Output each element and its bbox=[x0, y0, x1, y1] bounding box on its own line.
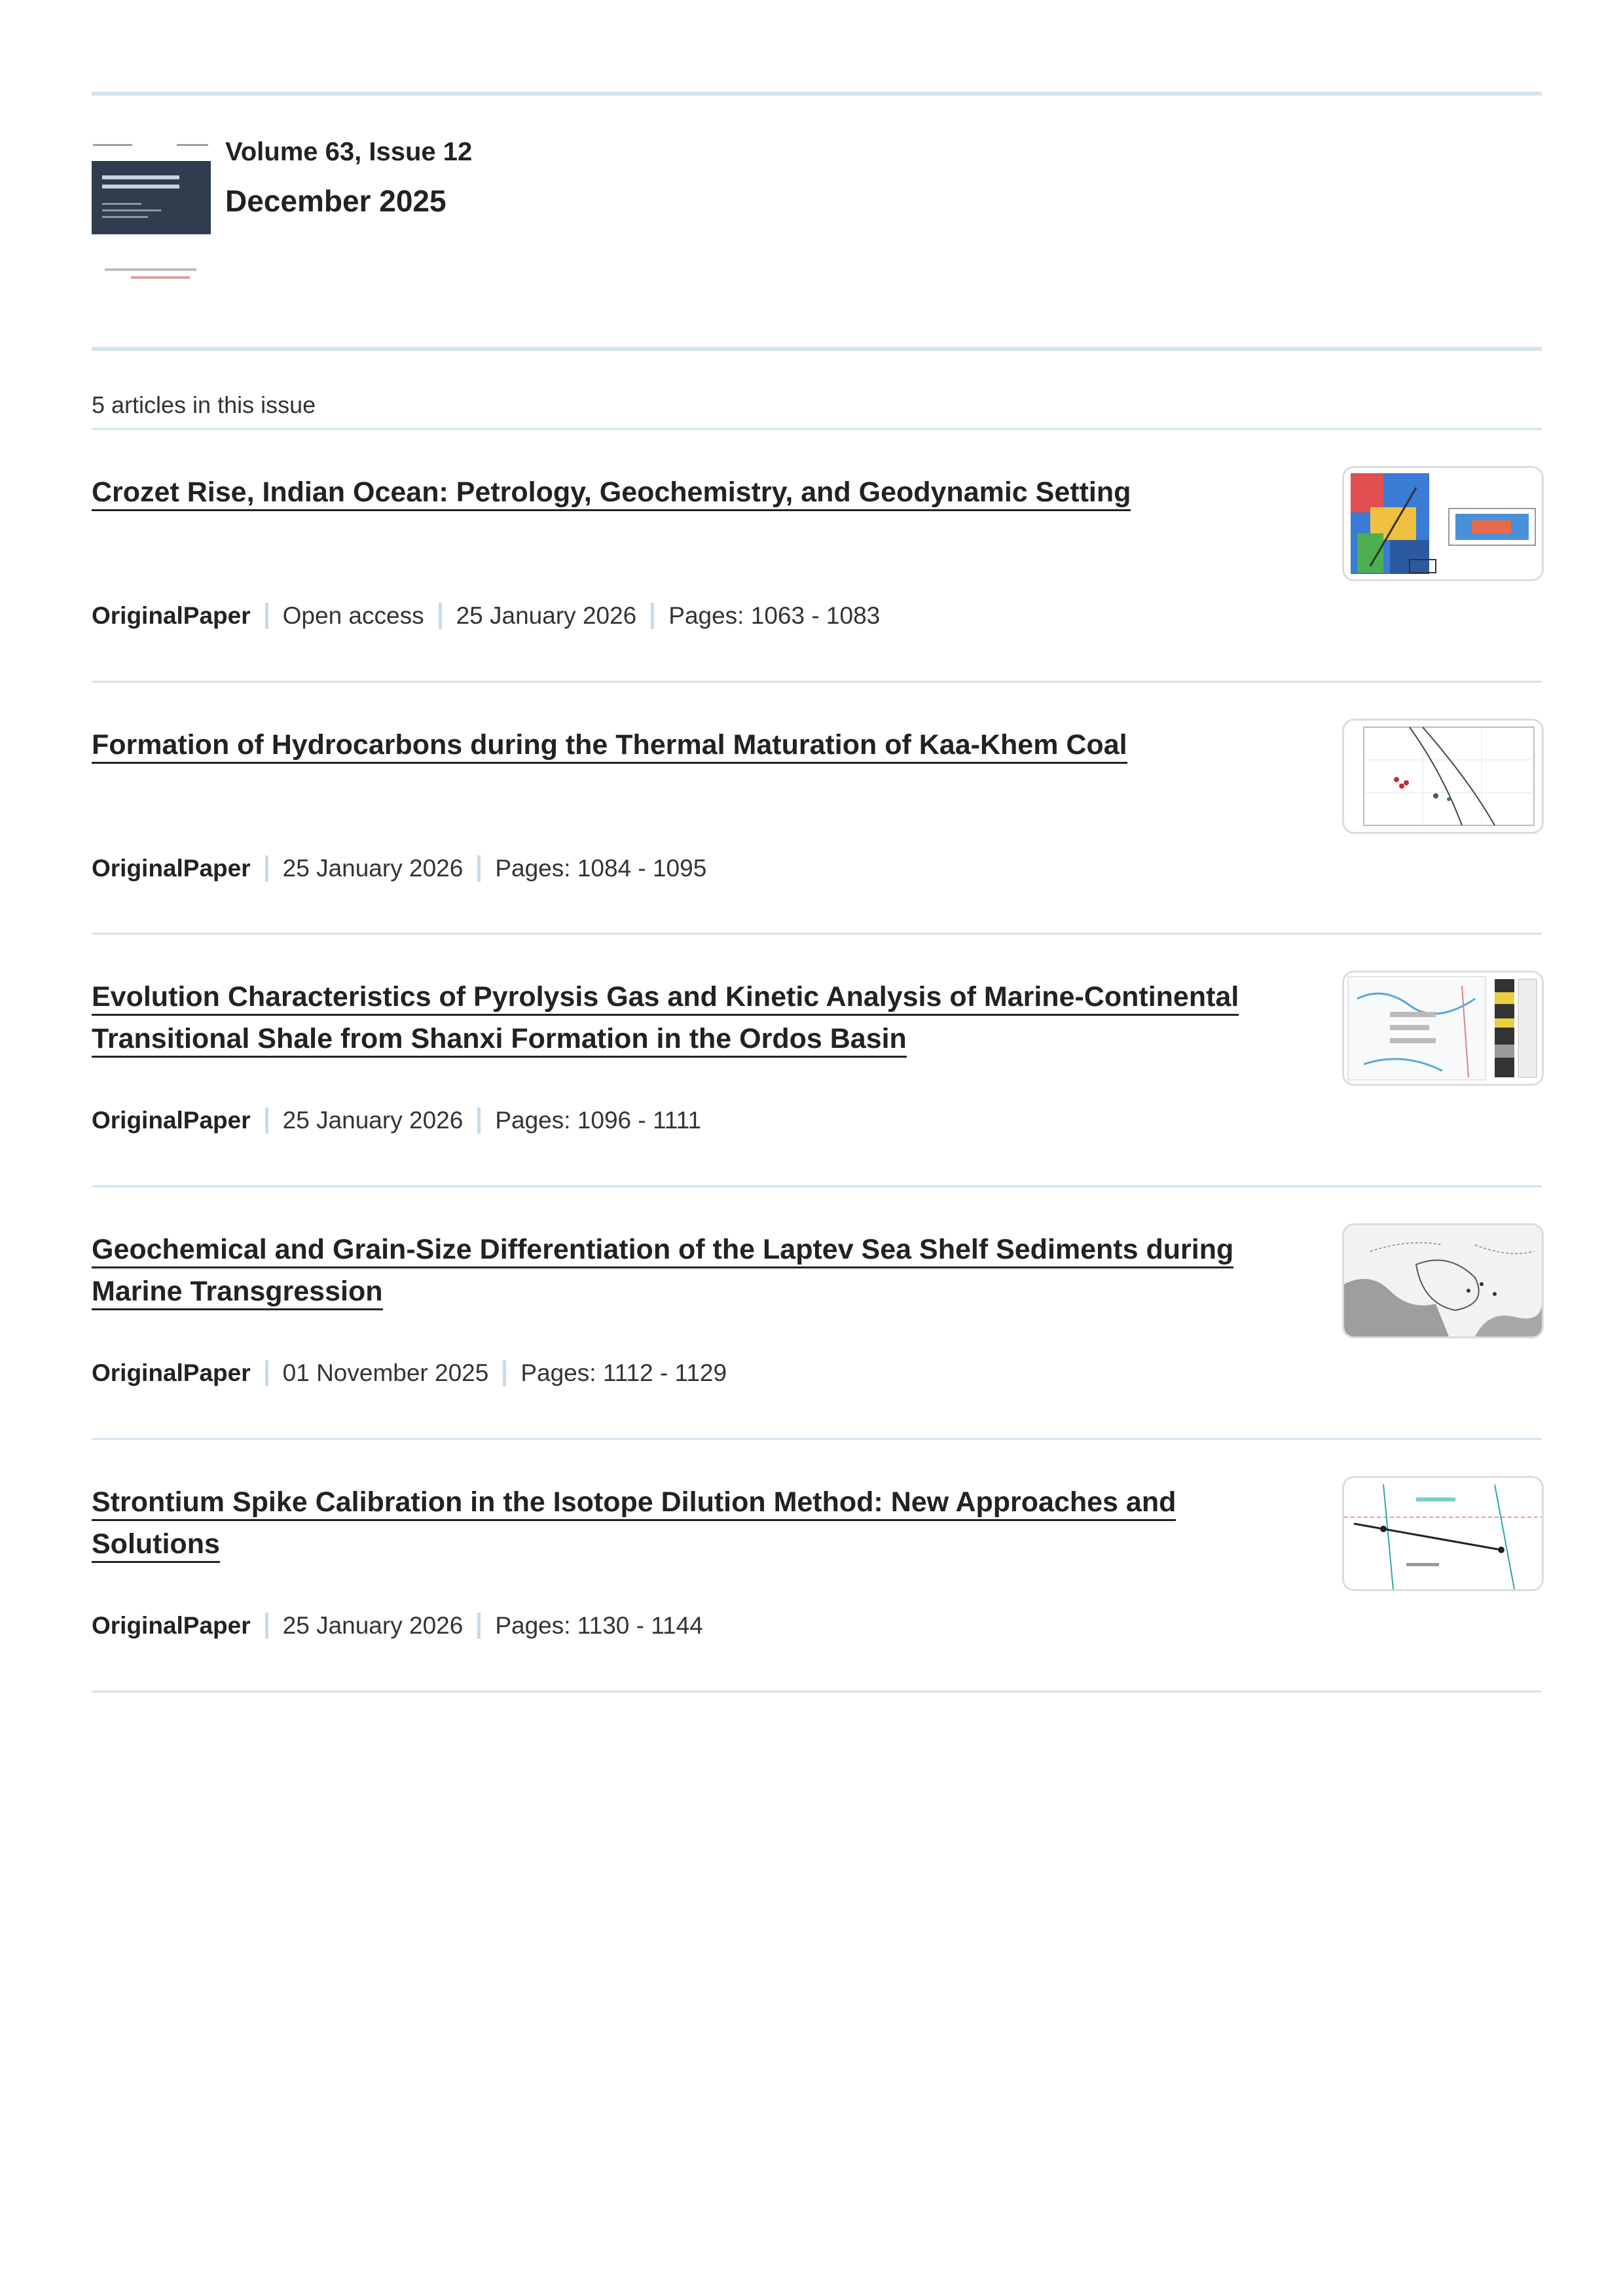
article-title[interactable] bbox=[92, 471, 1244, 513]
article-type: OriginalPaper bbox=[92, 602, 251, 629]
article-pages: Pages: 1096 - 1111 bbox=[495, 1107, 702, 1134]
article-divider bbox=[92, 933, 1542, 935]
article-date: 01 November 2025 bbox=[282, 1359, 489, 1386]
article-item bbox=[92, 976, 1542, 1192]
article-title[interactable] bbox=[92, 1229, 1244, 1312]
list-top-divider bbox=[92, 428, 1542, 430]
article-type: OriginalPaper bbox=[92, 1612, 251, 1639]
article-title[interactable] bbox=[92, 724, 1244, 766]
shelf-map-figure-icon[interactable] bbox=[1342, 1223, 1544, 1338]
article-pages: Pages: 1084 - 1095 bbox=[495, 855, 707, 882]
issue-date: December 2025 bbox=[225, 184, 447, 218]
line-diagram-figure-icon[interactable] bbox=[1342, 1476, 1544, 1591]
article-pages: Pages: 1130 - 1144 bbox=[495, 1612, 703, 1639]
article-type: OriginalPaper bbox=[92, 1107, 251, 1134]
article-meta bbox=[92, 602, 880, 630]
meta-separator bbox=[477, 1613, 481, 1639]
meta-separator bbox=[265, 1360, 268, 1386]
geologic-map-figure-icon[interactable] bbox=[1342, 971, 1544, 1086]
article-divider bbox=[92, 1438, 1542, 1440]
cover-top-text bbox=[92, 137, 211, 152]
article-title[interactable] bbox=[92, 976, 1244, 1060]
article-count: 5 articles in this issue bbox=[92, 391, 316, 418]
meta-separator bbox=[265, 603, 268, 629]
issue-header bbox=[92, 137, 681, 295]
article-type: OriginalPaper bbox=[92, 1359, 251, 1386]
article-date: 25 January 2026 bbox=[282, 1107, 464, 1134]
article-type: OriginalPaper bbox=[92, 855, 251, 882]
meta-separator bbox=[265, 855, 268, 882]
meta-separator bbox=[477, 855, 481, 882]
meta-separator bbox=[651, 603, 654, 629]
article-title-link[interactable]: Geochemical and Grain-Size Differentiation of the Laptev Sea Shelf Sediments during Marine Transgression bbox=[92, 1234, 1233, 1310]
map-figure-icon[interactable] bbox=[1342, 466, 1544, 581]
article-item bbox=[92, 724, 1542, 940]
article-title-link[interactable]: Evolution Characteristics of Pyrolysis Gas and Kinetic Analysis of Marine-Continental Transitional Shale from Shanxi Formation in the Ordos Basin bbox=[92, 981, 1239, 1058]
scatter-plot-figure-icon[interactable] bbox=[1342, 719, 1544, 834]
article-meta bbox=[92, 855, 706, 882]
list-bottom-divider bbox=[92, 1691, 1542, 1693]
article-title-link[interactable]: Strontium Spike Calibration in the Isotope Dilution Method: New Approaches and Solutions bbox=[92, 1486, 1176, 1563]
article-date: 25 January 2026 bbox=[282, 1612, 464, 1639]
article-title[interactable] bbox=[92, 1481, 1244, 1565]
article-meta bbox=[92, 1107, 701, 1134]
article-item bbox=[92, 1481, 1542, 1697]
header-bottom-divider bbox=[92, 347, 1542, 351]
article-item bbox=[92, 1229, 1542, 1444]
article-date: 25 January 2026 bbox=[282, 855, 464, 882]
top-divider bbox=[92, 92, 1542, 96]
meta-separator bbox=[439, 603, 442, 629]
article-meta bbox=[92, 1359, 727, 1387]
article-title-link[interactable]: Crozet Rise, Indian Ocean: Petrology, Geochemistry, and Geodynamic Setting bbox=[92, 476, 1131, 511]
article-divider bbox=[92, 681, 1542, 683]
cover-title-band bbox=[92, 161, 211, 234]
article-title-link[interactable]: Formation of Hydrocarbons during the Thermal Maturation of Kaa-Khem Coal bbox=[92, 729, 1127, 764]
article-pages: Pages: 1112 - 1129 bbox=[520, 1359, 727, 1386]
article-divider bbox=[92, 1185, 1542, 1187]
article-item bbox=[92, 471, 1542, 687]
meta-separator bbox=[477, 1107, 481, 1134]
open-access-label: Open access bbox=[282, 602, 424, 629]
meta-separator bbox=[265, 1613, 268, 1639]
meta-separator bbox=[503, 1360, 506, 1386]
article-meta bbox=[92, 1612, 703, 1640]
publisher-logo bbox=[105, 267, 196, 281]
article-date: 25 January 2026 bbox=[456, 602, 637, 629]
article-pages: Pages: 1063 - 1083 bbox=[668, 602, 881, 629]
journal-cover-image[interactable] bbox=[92, 137, 211, 288]
issue-volume-label: Volume 63, Issue 12 bbox=[225, 137, 473, 166]
meta-separator bbox=[265, 1107, 268, 1134]
